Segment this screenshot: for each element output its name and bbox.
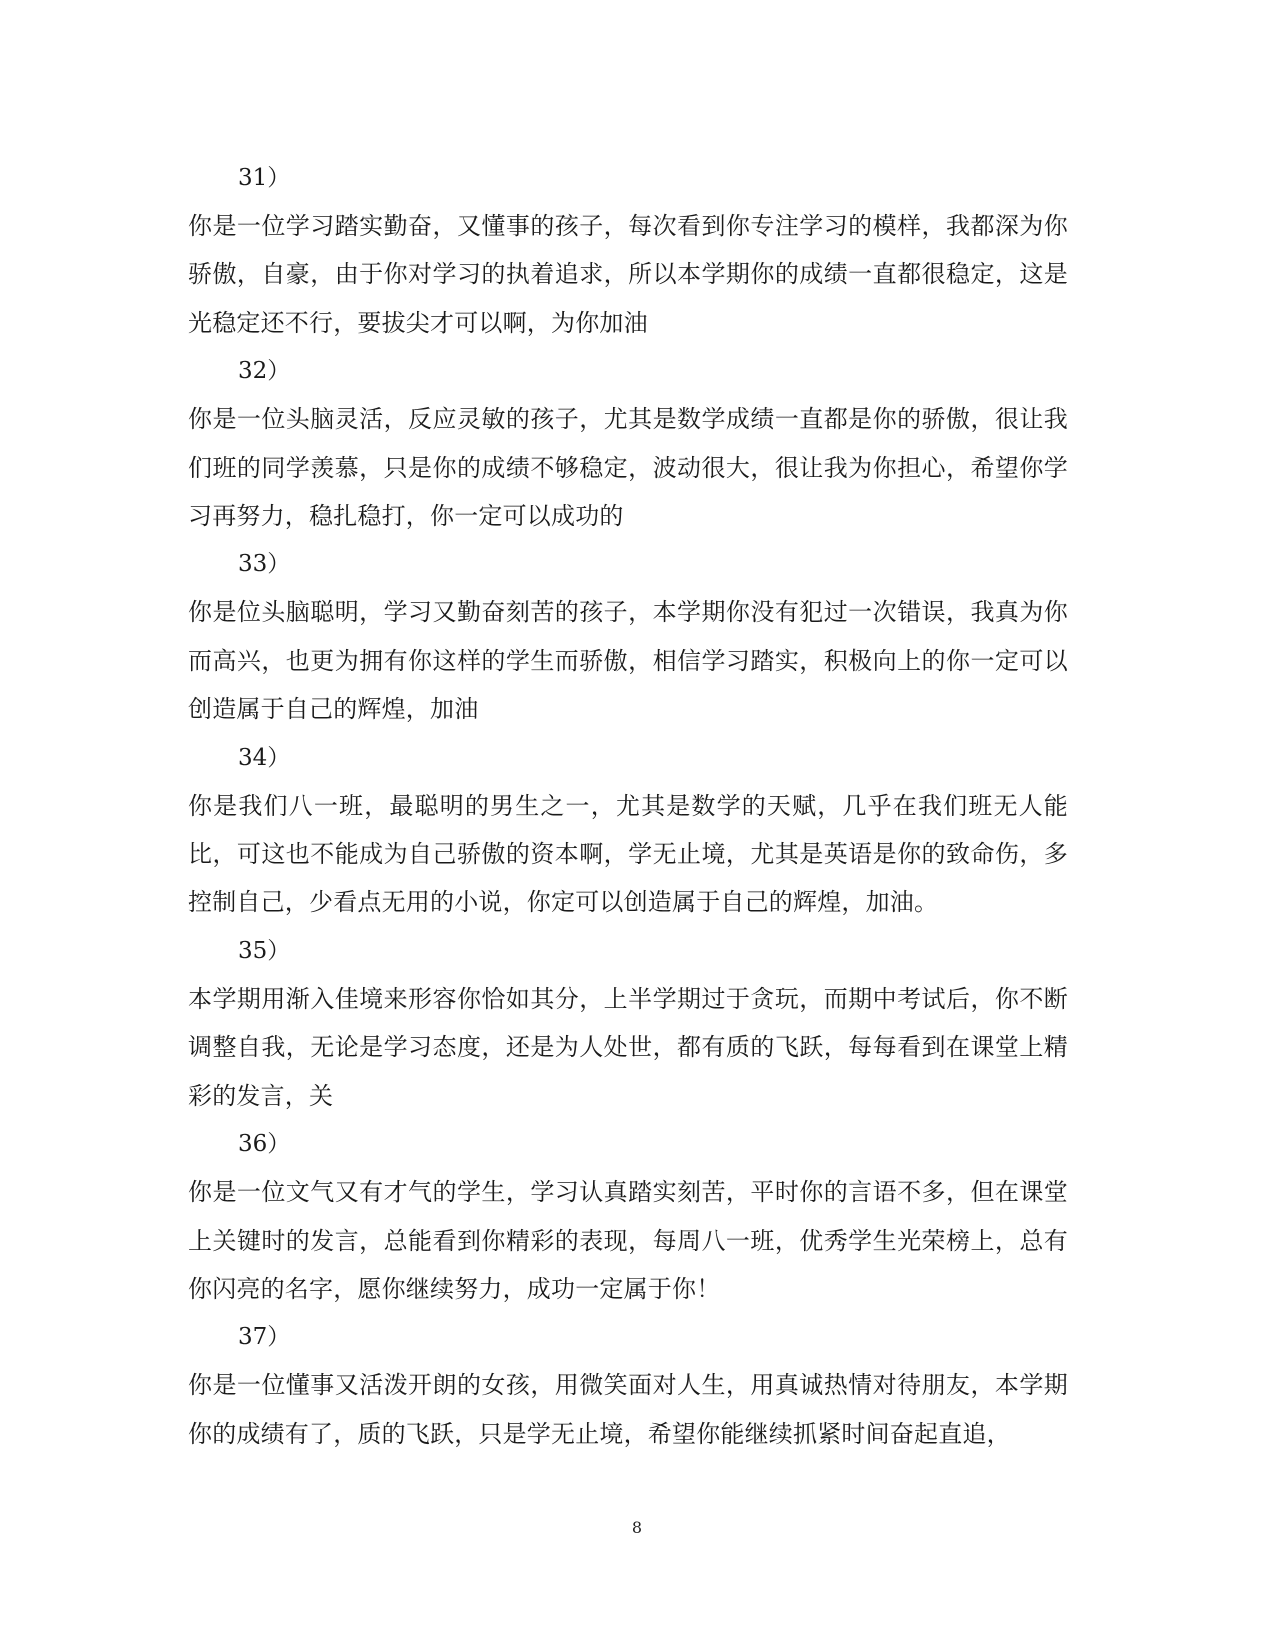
document-body (188, 154, 1068, 1458)
entry-number: 37） (238, 1324, 291, 1351)
entry-number: 36） (238, 1131, 291, 1158)
entry-text: 你是位头脑聪明，学习又勤奋刻苦的孩子，本学期你没有犯过一次错误，我真为你而高兴，也更为拥有你这样的学生而骄傲，相信学习踏实，积极向上的你一定可以创造属于自己的辉煌，加油 (188, 598, 1068, 724)
entry-33 (188, 540, 1068, 733)
entry-number: 31） (238, 165, 291, 191)
entry-36 (188, 1120, 1068, 1313)
entry-34 (188, 734, 1068, 927)
entry-37 (188, 1313, 1068, 1458)
entry-text: 你是我们八一班，最聪明的男生之一，尤其是数学的天赋，几乎在我们班无人能比，可这也不能成为自己骄傲的资本啊，学无止境，尤其是英语是你的致命伤，多控制自己，少看点无用的小说，你定可以创造属于自己的辉煌，加油。 (188, 791, 1068, 917)
entry-text: 本学期用渐入佳境来形容你恰如其分，上半学期过于贪玩，而期中考试后，你不断调整自我，无论是学习态度，还是为人处世，都有质的飞跃，每每看到在课堂上精彩的发言，关 (188, 984, 1068, 1110)
entry-31 (188, 154, 1068, 347)
entry-text: 你是一位文气又有才气的学生，学习认真踏实刻苦，平时你的言语不多，但在课堂上关键时的发言，总能看到你精彩的表现，每周八一班，优秀学生光荣榜上，总有你闪亮的名字，愿你继续努力，成功一定属于你！ (188, 1178, 1068, 1303)
entry-number: 33） (238, 551, 291, 578)
page-number: 8 (631, 1518, 643, 1537)
entry-text: 你是一位学习踏实勤奋，又懂事的孩子，每次看到你专注学习的模样，我都深为你骄傲，自豪，由于你对学习的执着追求，所以本学期你的成绩一直都很稳定，这是光稳定还不行，要拔尖才可以啊，为你加油 (188, 212, 1068, 337)
entry-number: 32） (238, 358, 291, 385)
entry-32 (188, 347, 1068, 540)
entry-number: 35） (238, 937, 291, 964)
entry-number: 34） (238, 744, 291, 771)
entry-text: 你是一位头脑灵活，反应灵敏的孩子，尤其是数学成绩一直都是你的骄傲，很让我们班的同学羡慕，只是你的成绩不够稳定，波动很大，很让我为你担心，希望你学习再努力，稳扎稳打，你一定可以成功的 (188, 405, 1068, 531)
entry-35 (188, 927, 1068, 1120)
entry-text: 你是一位懂事又活泼开朗的女孩，用微笑面对人生，用真诚热情对待朋友，本学期你的成绩有了，质的飞跃，只是学无止境，希望你能继续抓紧时间奋起直追， (188, 1371, 1068, 1448)
